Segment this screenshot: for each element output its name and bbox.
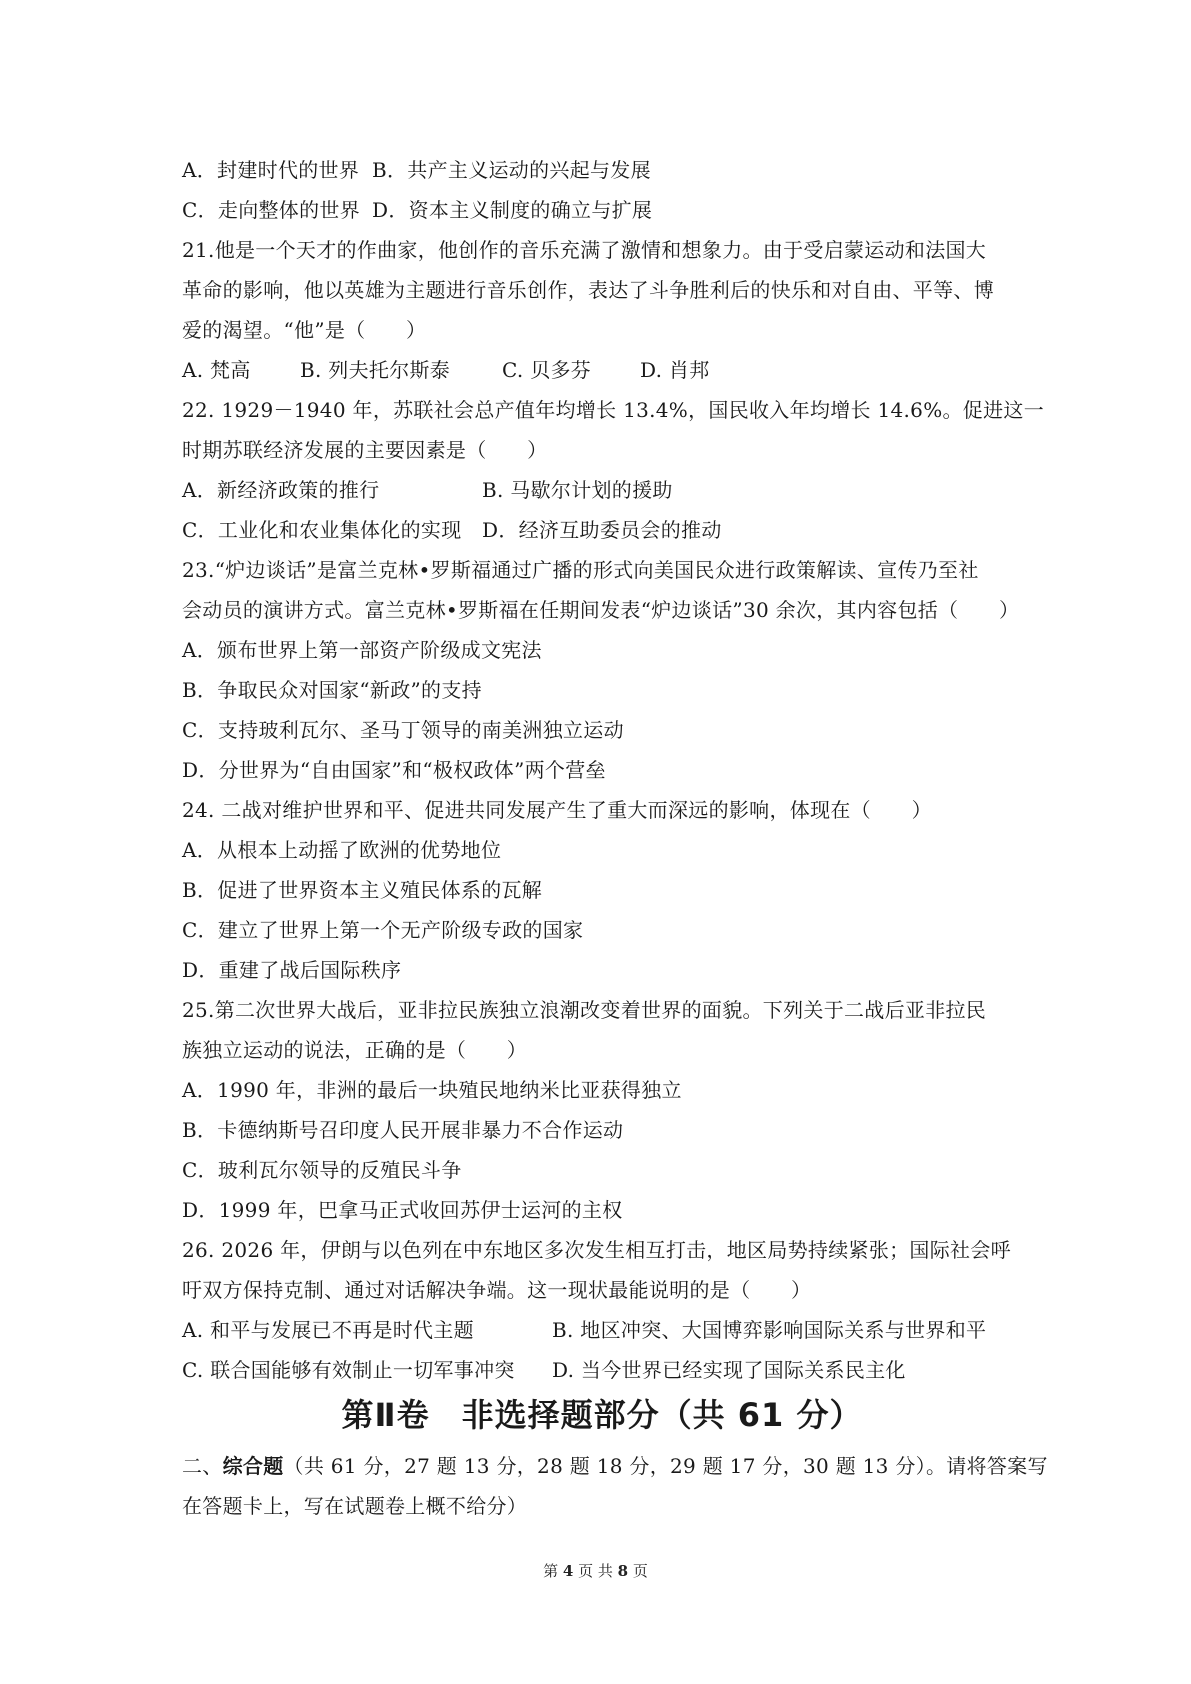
q26-option-d: D. 当今世界已经实现了国际关系民主化 bbox=[552, 1358, 906, 1382]
q21-option-b: B. 列夫托尔斯泰 bbox=[300, 358, 451, 382]
q26-option-b: B. 地区冲突、大国博弈影响国际关系与世界和平 bbox=[552, 1318, 987, 1342]
q25-option-b: B．卡德纳斯号召印度人民开展非暴力不合作运动 bbox=[182, 1118, 624, 1142]
q24-stem: 24. 二战对维护世界和平、促进共同发展产生了重大而深远的影响，体现在（ ） bbox=[182, 798, 932, 822]
section-2-title-desc: 非选择题部分（共 61 分） bbox=[461, 1396, 863, 1434]
q23-option-a: A．颁布世界上第一部资产阶级成文宪法 bbox=[182, 638, 542, 662]
q25-stem-line1: 25.第二次世界大战后，亚非拉民族独立浪潮改变着世界的面貌。下列关于二战后亚非拉民 bbox=[182, 998, 987, 1022]
q21-stem-line3: 爱的渴望。“他”是（ ） bbox=[182, 318, 427, 342]
q21-option-d: D. 肖邦 bbox=[640, 358, 710, 382]
q25-stem-line2: 族独立运动的说法，正确的是（ ） bbox=[182, 1038, 528, 1062]
q20-options-row2 bbox=[182, 190, 1022, 230]
q22-option-d: D．经济互助委员会的推动 bbox=[482, 518, 722, 542]
q22-option-c: C．工业化和农业集体化的实现 bbox=[182, 518, 462, 542]
footer-page-number: 4 bbox=[562, 1562, 574, 1580]
footer-total-pages: 8 bbox=[617, 1562, 629, 1580]
section-2-prefix: 二、 bbox=[182, 1454, 223, 1478]
q22-options-row2 bbox=[182, 510, 1022, 550]
q24-option-d: D．重建了战后国际秩序 bbox=[182, 958, 402, 982]
q22-options-row1 bbox=[182, 470, 1022, 510]
q21-option-c: C. 贝多芬 bbox=[502, 358, 592, 382]
q20-options-row1 bbox=[182, 150, 1022, 190]
footer-pre: 第 bbox=[543, 1562, 559, 1580]
q26-option-c: C. 联合国能够有效制止一切军事冲突 bbox=[182, 1358, 515, 1382]
q20-option-a: A．封建时代的世界 bbox=[182, 158, 360, 182]
q23-stem-line2: 会动员的演讲方式。富兰克林•罗斯福在任期间发表“炉边谈话”30 余次，其内容包括（ ） bbox=[182, 598, 1020, 622]
q26-option-a: A. 和平与发展已不再是时代主题 bbox=[182, 1318, 474, 1342]
footer-mid: 页 共 bbox=[578, 1562, 613, 1580]
q25-option-c: C．玻利瓦尔领导的反殖民斗争 bbox=[182, 1158, 462, 1182]
q23-stem-line1: 23.“炉边谈话”是富兰克林•罗斯福通过广播的形式向美国民众进行政策解读、宣传乃至社 bbox=[182, 558, 979, 582]
section-2-label: 综合题 bbox=[222, 1454, 284, 1478]
q21-stem-line1: 21.他是一个天才的作曲家，他创作的音乐充满了激情和想象力。由于受启蒙运动和法国大 bbox=[182, 238, 987, 262]
q23-option-b: B．争取民众对国家“新政”的支持 bbox=[182, 678, 482, 702]
q23-option-d: D．分世界为“自由国家”和“极权政体”两个营垒 bbox=[182, 758, 606, 782]
exam-page bbox=[182, 150, 1048, 1526]
section-2-title-part: 第Ⅱ卷 bbox=[341, 1396, 430, 1434]
footer-post: 页 bbox=[632, 1562, 648, 1580]
q26-stem-line1: 26. 2026 年，伊朗与以色列在中东地区多次发生相互打击，地区局势持续紧张；国际社会呼 bbox=[182, 1238, 1011, 1262]
q25-option-d: D．1999 年，巴拿马正式收回苏伊士运河的主权 bbox=[182, 1198, 623, 1222]
section-2-instructions-rest: （共 61 分，27 题 13 分，28 题 18 分，29 题 17 分，30 题 13 分）。请将答案写 bbox=[283, 1454, 1048, 1478]
q26-options-row1 bbox=[182, 1310, 1022, 1350]
q24-option-b: B．促进了世界资本主义殖民体系的瓦解 bbox=[182, 878, 543, 902]
page-footer bbox=[0, 1560, 1191, 1581]
section-2-instructions-line2: 在答题卡上，写在试题卷上概不给分） bbox=[182, 1494, 528, 1518]
q22-stem-line2: 时期苏联经济发展的主要因素是（ ） bbox=[182, 438, 548, 462]
q21-option-a: A. 梵高 bbox=[182, 358, 251, 382]
q20-option-c: C．走向整体的世界 bbox=[182, 198, 361, 222]
q20-option-b: B．共产主义运动的兴起与发展 bbox=[372, 158, 651, 182]
q25-option-a: A．1990 年，非洲的最后一块殖民地纳米比亚获得独立 bbox=[182, 1078, 682, 1102]
section-2-instructions-line1 bbox=[182, 1446, 1048, 1486]
q21-options bbox=[182, 350, 1022, 390]
q21-stem-line2: 革命的影响，他以英雄为主题进行音乐创作，表达了斗争胜利后的快乐和对自由、平等、博 bbox=[182, 278, 994, 302]
q22-option-a: A．新经济政策的推行 bbox=[182, 478, 380, 502]
q22-stem-line1: 22. 1929－1940 年，苏联社会总产值年均增长 13.4%，国民收入年均增长 14.6%。促进这一 bbox=[182, 398, 1045, 422]
section-2-title bbox=[182, 1392, 1022, 1438]
q23-option-c: C．支持玻利瓦尔、圣马丁领导的南美洲独立运动 bbox=[182, 718, 624, 742]
q24-option-a: A．从根本上动摇了欧洲的优势地位 bbox=[182, 838, 502, 862]
q24-option-c: C．建立了世界上第一个无产阶级专政的国家 bbox=[182, 918, 584, 942]
q26-options-row2 bbox=[182, 1350, 1022, 1390]
q26-stem-line2: 吁双方保持克制、通过对话解决争端。这一现状最能说明的是（ ） bbox=[182, 1278, 812, 1302]
q22-option-b: B. 马歇尔计划的援助 bbox=[482, 478, 673, 502]
q20-option-d: D．资本主义制度的确立与扩展 bbox=[372, 198, 653, 222]
